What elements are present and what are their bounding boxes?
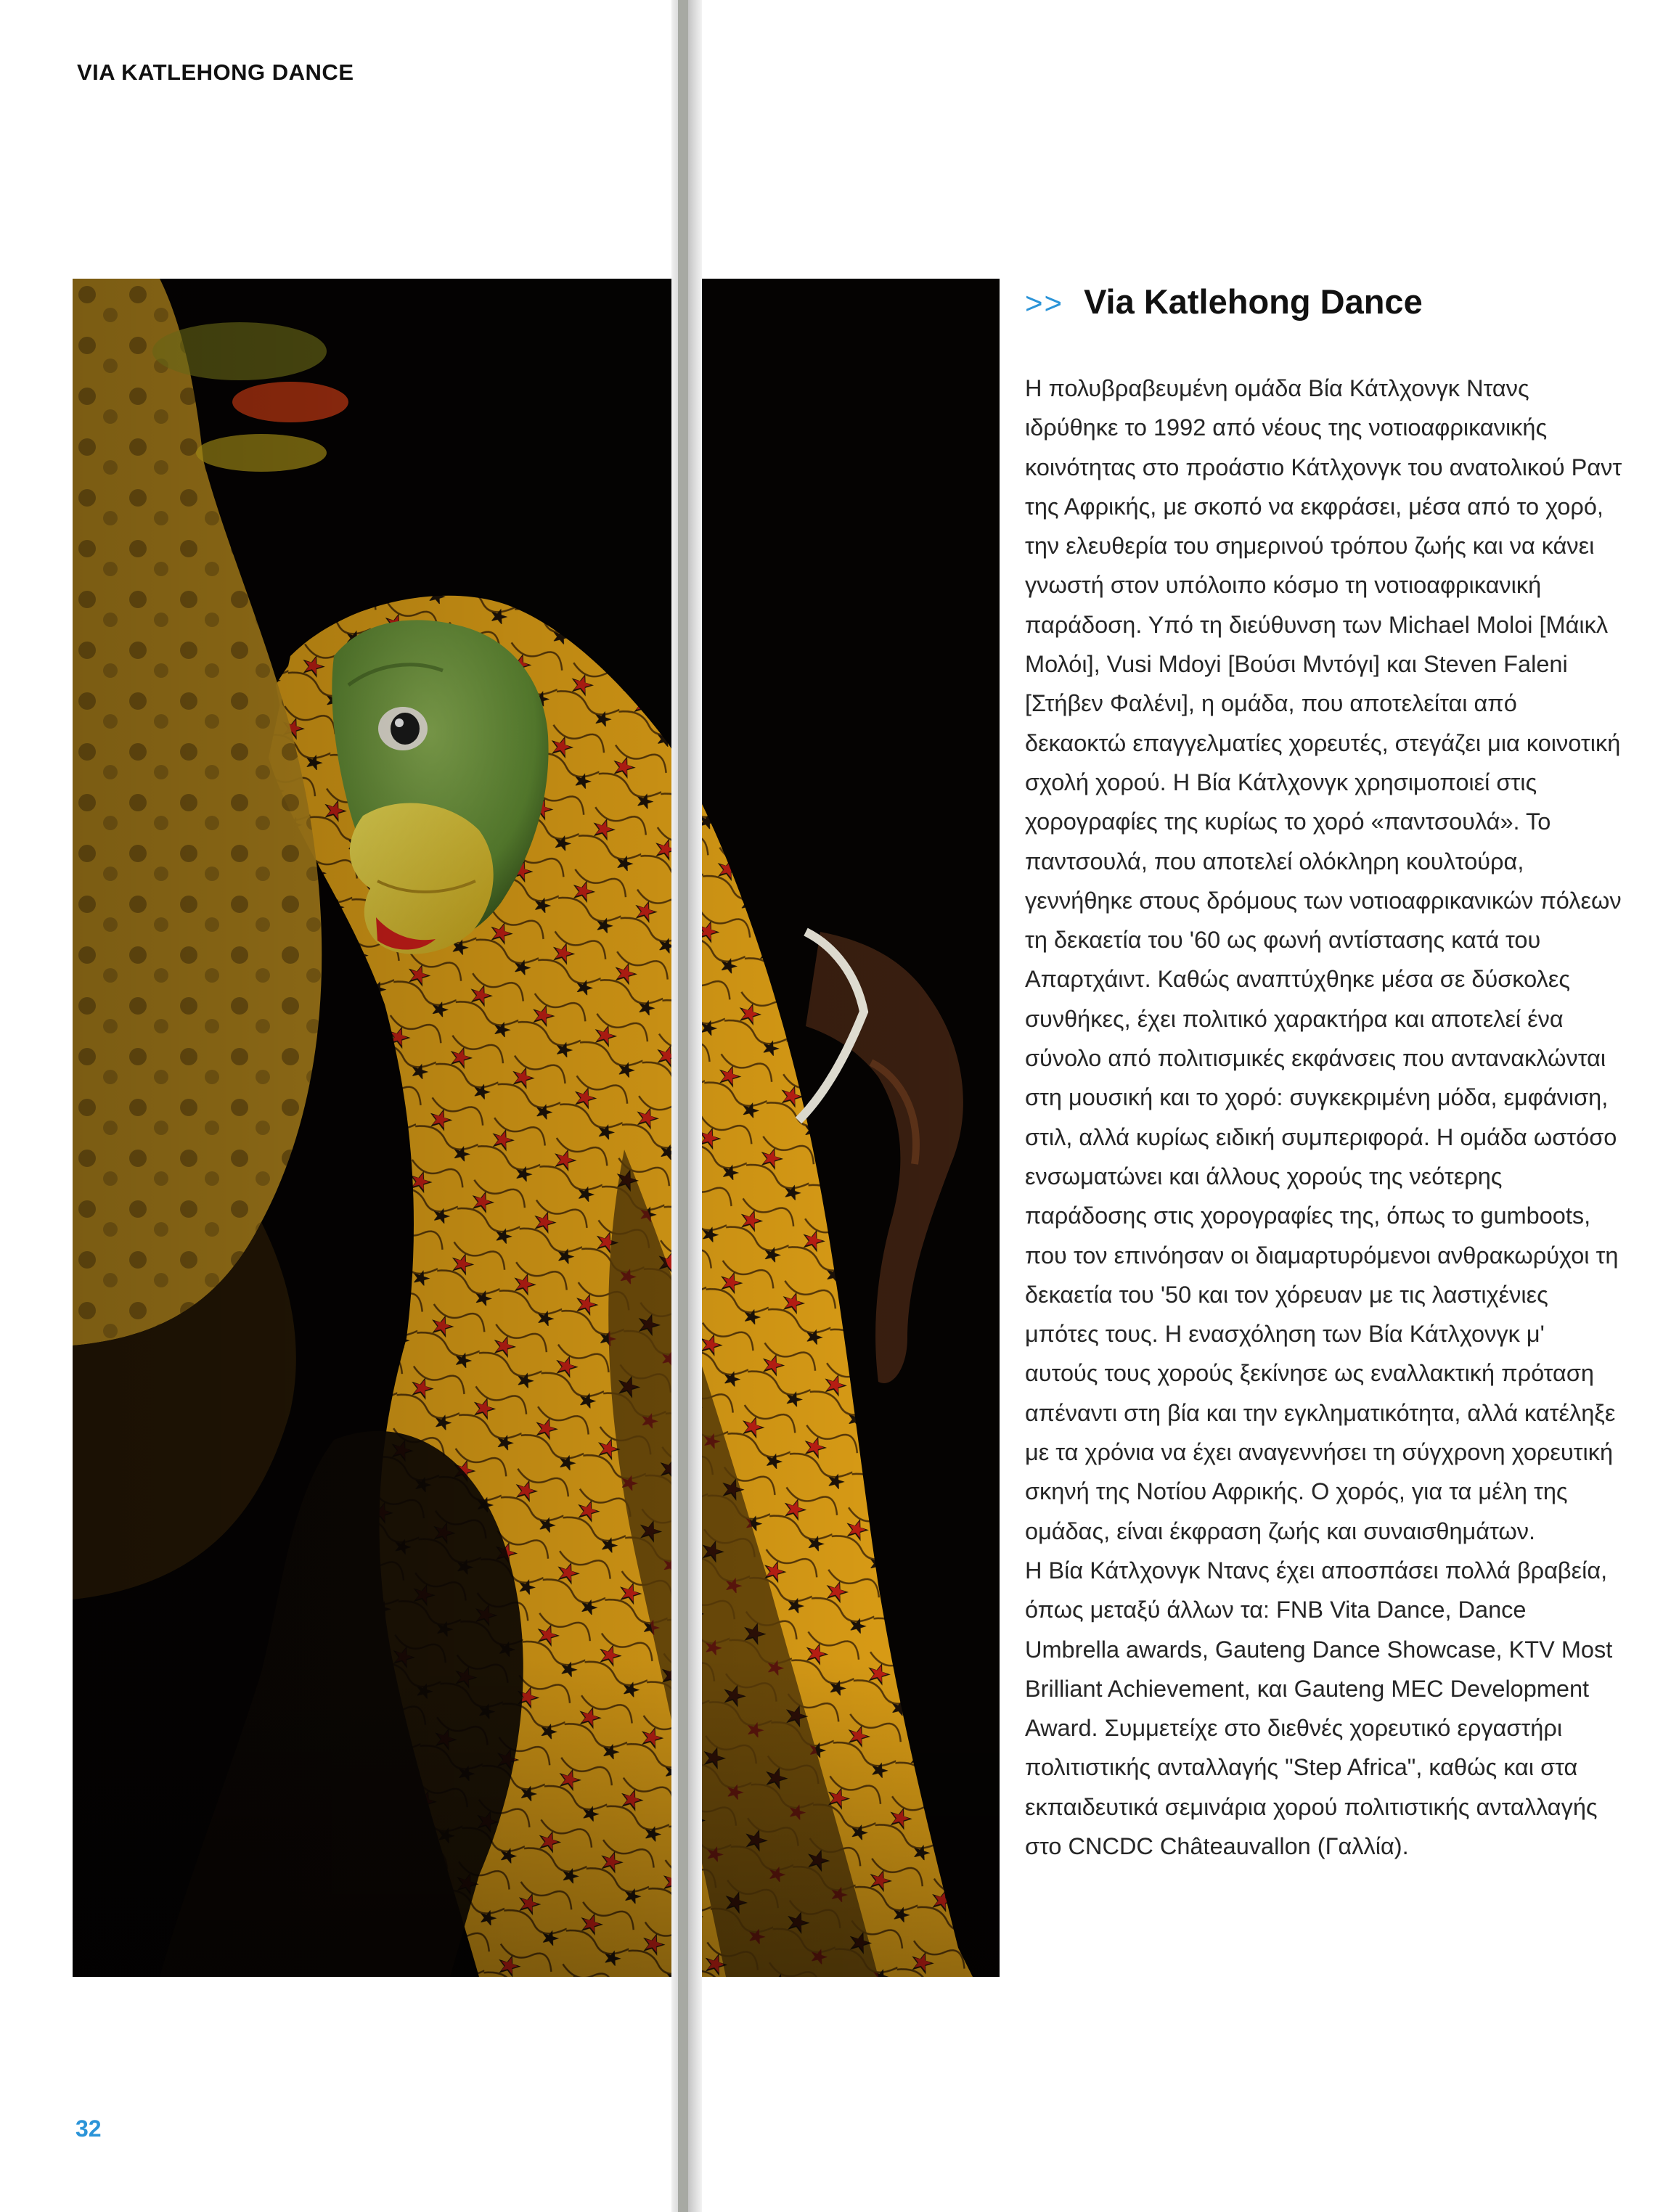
body-paragraph: Η Βία Κάτλχονγκ Ντανς έχει αποσπάσει πολλά βραβεία, όπως μεταξύ άλλων τα: FNB Vita Dance, Dance Umbrella awards, Gauteng Dance Showcase, KTV Most Brilliant Achievement, και Gauteng MEC Development Award. Συμμετείχε στο διεθνές χορευτικό εργαστήρι πολιτιστικής ανταλλαγής "Step Africa", καθώς και στα εκπαιδευτικά σεμινάρια χορού πολιτιστικής ανταλλαγής στο CNCDC Châteauvallon (Γαλλία). (1025, 1557, 1613, 1859)
article-headline (1025, 279, 1627, 327)
body-paragraph: Η πολυβραβευμένη ομάδα Βία Κάτλχονγκ Ντανς ιδρύθηκε το 1992 από νέους της νοτιοαφρικανικής κοινότητας στο προάστιο Κάτλχονγκ του ανατολικού Ραντ της Αφρικής, με σκοπό να εκφράσει, μέσα από το χορό, την ελευθερία του σημερινού τρόπου ζωής και να κάνει γνωστή στον υπόλοιπο κόσμο τη νοτιοαφρικανική παράδοση. Υπό τη διεύθυνση των Michael Moloi [Μάικλ Μολόι], Vusi Mdoyi [Βούσι Μντόγι] και Steven Faleni [Στήβεν Φαλένι], η ομάδα, που αποτελείται από δεκαοκτώ επαγγελματίες χορευτές, στεγάζει μια κοινοτική σχολή χορού. Η Βία Κάτλχονγκ χρησιμοποιεί στις χορογραφίες της κυρίως το χορό «παντσουλά». Το παντσουλά, που αποτελεί ολόκληρη κουλτούρα, γεννήθηκε στους δρόμους των νοτιοαφρικανικών πόλεων τη δεκαετία του '60 ως φωνή αντίστασης κατά του Απαρτχάιντ. Καθώς αναπτύχθηκε μέσα σε δύσκολες συνθήκες, έχει πολιτικό χαρακτήρα και αποτελεί ένα σύνολο από πολιτισμικές εκφάνσεις που αντανακλώνται στη μουσική και το χορό: συγκεκριμένη μόδα, εμφάνιση, στιλ, αλλά κυρίως ειδική συμπεριφορά. Η ομάδα ωστόσο ενσωματώνει και άλλους χορούς της νεότερης παράδοσης στις χορογραφίες της, όπως το gumboots, που τον επινόησαν οι διαμαρτυρόμενοι ανθρακωρύχοι τη δεκαετία του '50 και τον χόρευαν με τις λαστιχένιες μπότες τους. Η ενασχόληση των Βία Κάτλχονγκ μ' αυτούς τους χορούς ξεκίνησε ως εναλλακτική πρόταση απέναντι στη βία και την εγκληματικότητα, αλλά κατέληξε με τα χρόνια να έχει αναγεννήσει τη σύγχρονη χορευτική σκηνή της Νοτίου Αφρικής. Ο χορός, για τα μέλη της ομάδας, είναι έκφραση ζωής και συναισθημάτων. (1025, 375, 1622, 1544)
dancer-photo (73, 279, 1000, 1977)
running-head: VIA KATLEHONG DANCE (77, 60, 354, 85)
page-number: 32 (75, 2115, 102, 2142)
gutter-line (678, 0, 688, 2212)
headline-arrows: >> (1025, 286, 1064, 320)
dancer-photo-illustration (73, 279, 1000, 1977)
article-title: Via Katlehong Dance (1084, 282, 1423, 321)
article (1025, 279, 1627, 1866)
article-body (1025, 369, 1624, 1866)
